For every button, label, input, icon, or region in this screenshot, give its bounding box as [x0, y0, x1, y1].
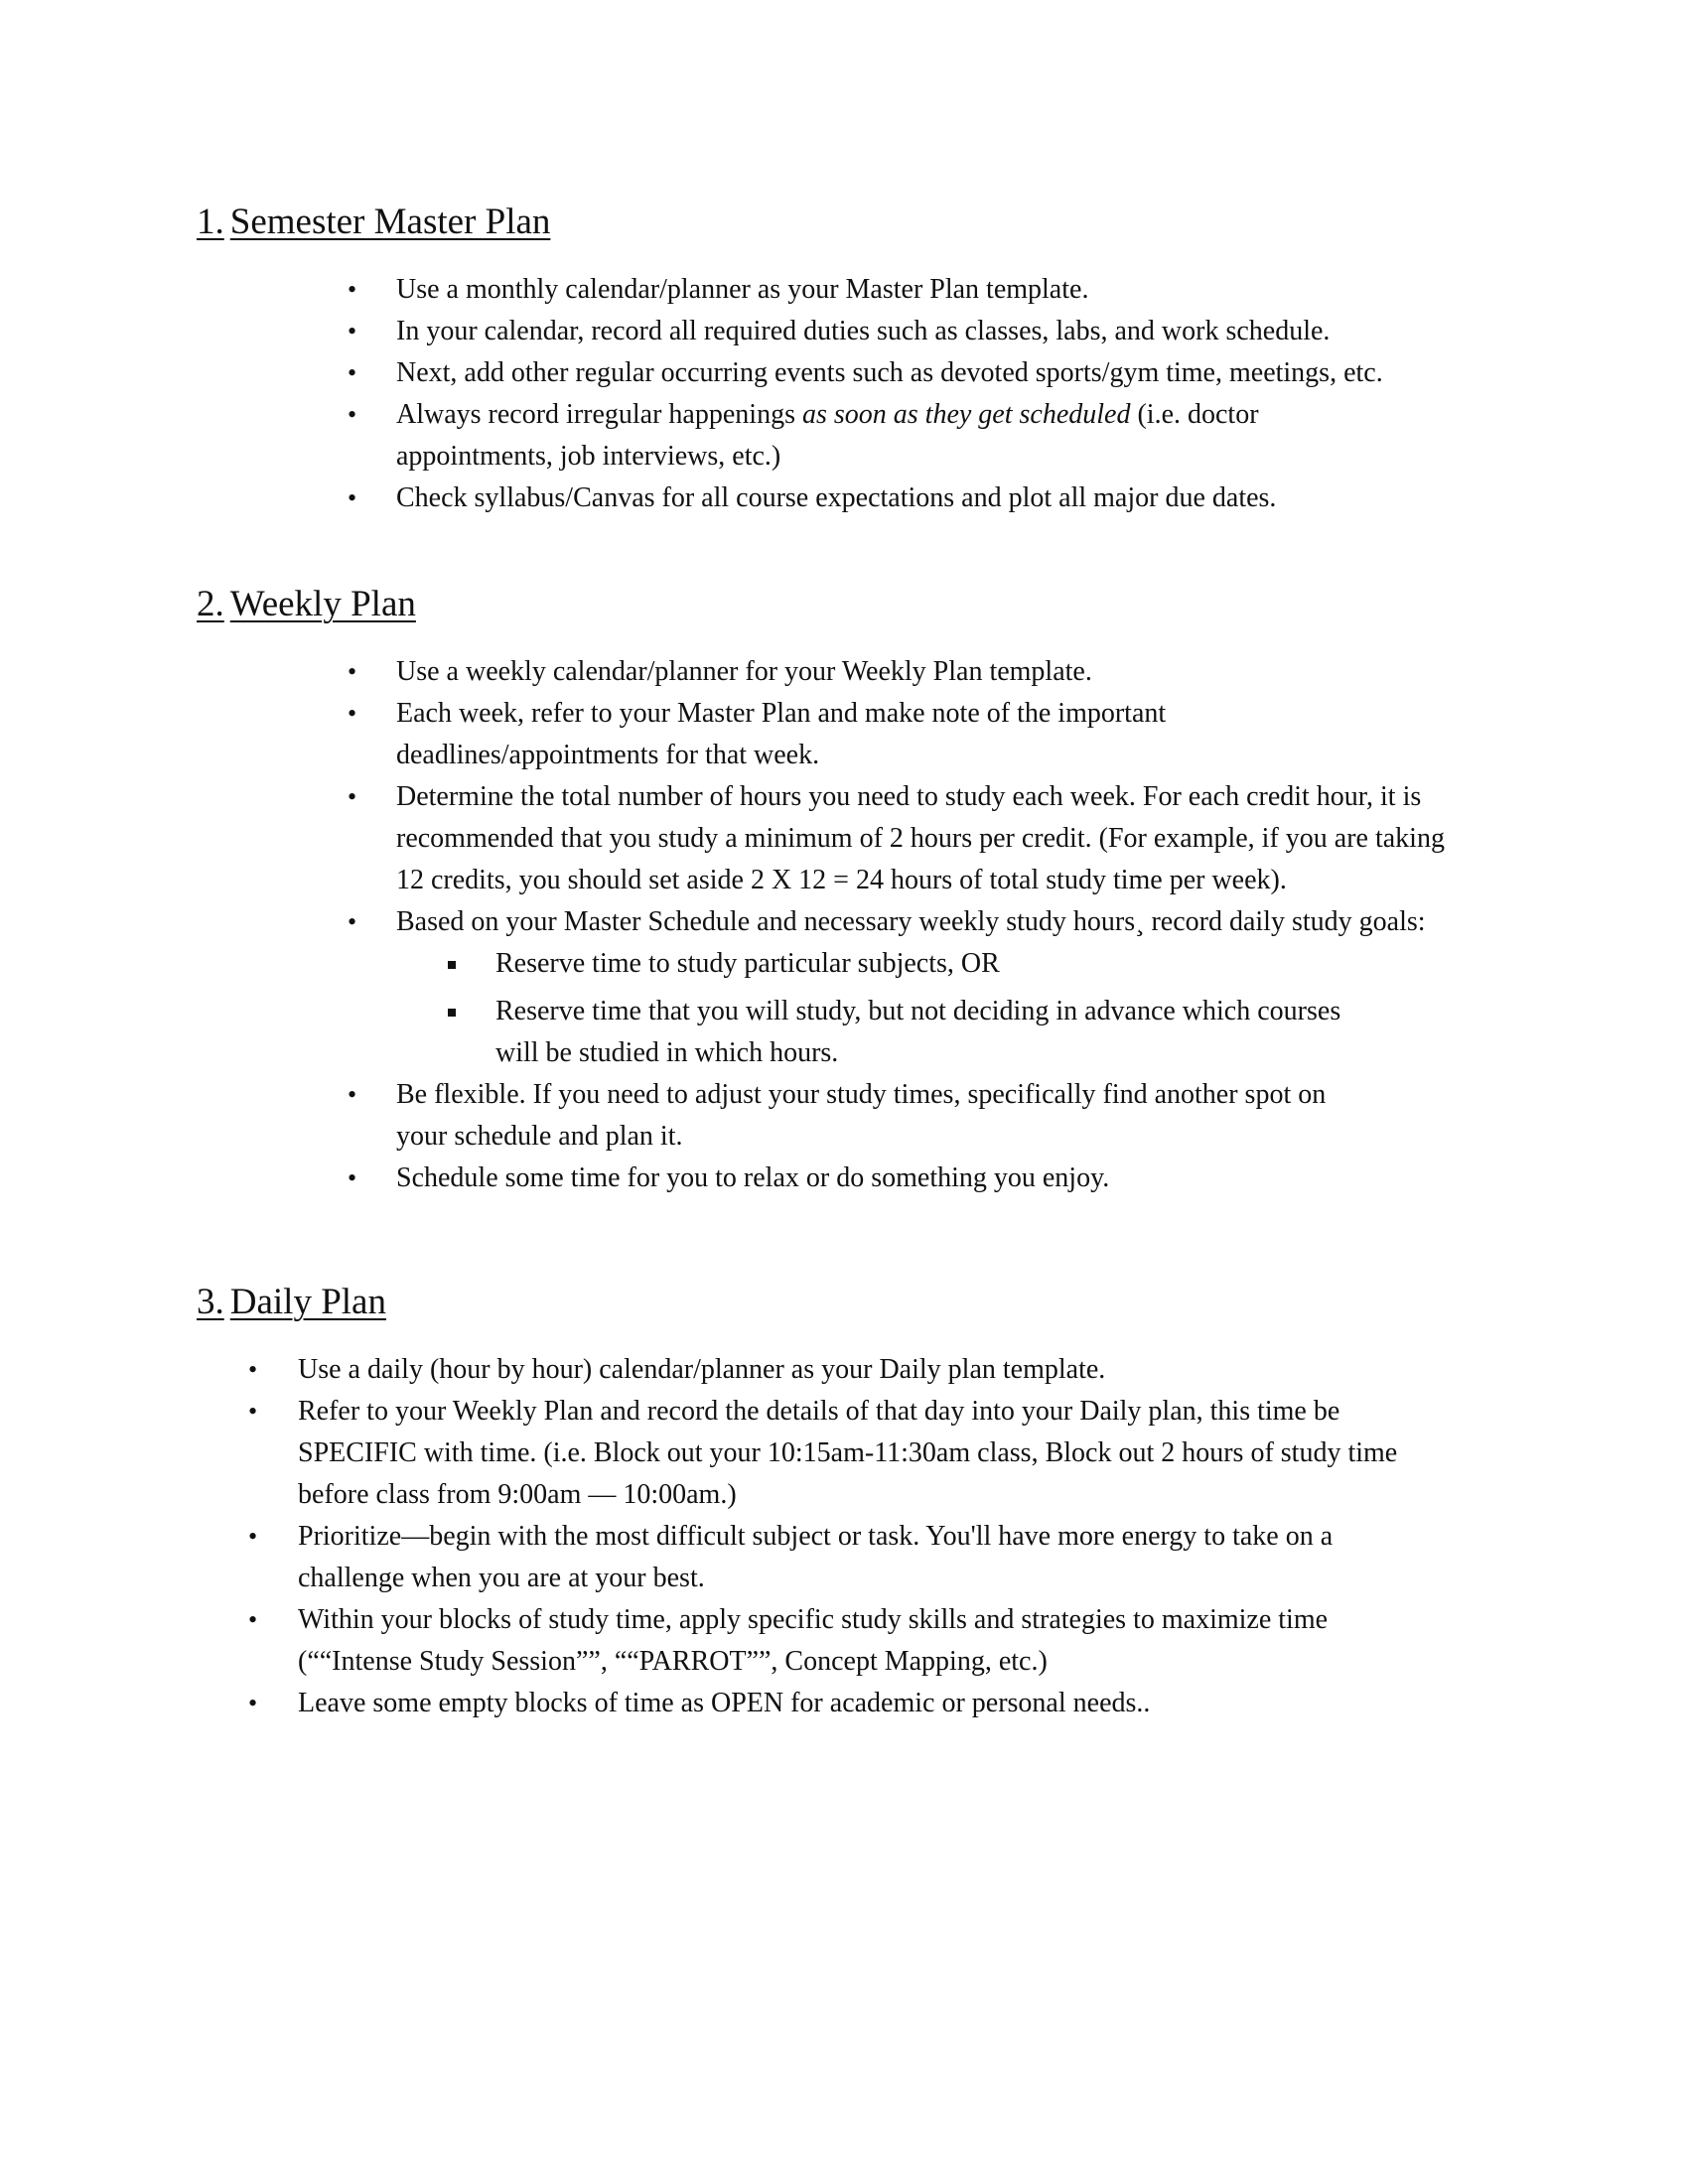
- section-number: 3.: [197, 1282, 224, 1322]
- section-number: 1.: [197, 202, 224, 242]
- list-item: • In your calendar, record all required duties such as classes, labs, and work schedule.: [396, 311, 1498, 352]
- bullet-icon: •: [348, 358, 357, 387]
- square-bullet-icon: [448, 1009, 456, 1017]
- bullet-icon: •: [348, 699, 357, 728]
- section-number: 2.: [197, 584, 224, 624]
- list-item: • Based on your Master Schedule and necessary weekly study hours¸ record daily study goals: Reserve time to study particular subjects, OR Reserve time that you will study, but not deciding in advance which courses will be studied in which hours.: [396, 901, 1498, 1074]
- list-item: • Prioritize—begin with the most difficult subject or task. You'll have more energy to take on a challenge when you are at your best.: [298, 1516, 1370, 1599]
- bullet-icon: •: [348, 1163, 357, 1192]
- list-item: • Use a monthly calendar/planner as your Master Plan template.: [396, 269, 1498, 311]
- sub-list-item: Reserve time that you will study, but not deciding in advance which courses will be studied in which hours.: [396, 991, 1389, 1074]
- section-heading: [197, 586, 416, 622]
- list-item: • Determine the total number of hours you need to study each week. For each credit hour, it is recommended that you study a minimum of 2 hours per credit. (For example, if you are taking 12 credits, you should set aside 2 X 12 = 24 hours of total study time per week).: [396, 776, 1469, 901]
- emphasis-text: as soon as they get scheduled: [801, 399, 1131, 430]
- list-item: • Use a daily (hour by hour) calendar/planner as your Daily plan template.: [298, 1349, 1430, 1391]
- bullet-icon: •: [348, 782, 357, 811]
- list-item: • Schedule some time for you to relax or do something you enjoy.: [396, 1158, 1498, 1199]
- sub-list-item: Reserve time to study particular subjects, OR: [396, 943, 1498, 985]
- bullet-icon: •: [248, 1605, 258, 1634]
- bullet-icon: •: [348, 275, 357, 304]
- bullet-icon: •: [348, 400, 357, 429]
- bullet-icon: •: [348, 483, 357, 512]
- bullet-icon: •: [348, 1080, 357, 1109]
- bullet-list: [248, 1349, 1430, 1724]
- bullet-icon: •: [348, 657, 357, 686]
- list-item: • Check syllabus/Canvas for all course expectations and plot all major due dates.: [396, 478, 1498, 519]
- list-item: • Leave some empty blocks of time as OPEN for academic or personal needs..: [298, 1683, 1430, 1724]
- list-item: • Each week, refer to your Master Plan and make note of the important deadlines/appointments for that week.: [396, 693, 1220, 776]
- sub-list: [396, 943, 1498, 1074]
- list-item: • Always record irregular happenings as soon as they get scheduled (i.e. doctor appointments, job interviews, etc.): [396, 394, 1310, 478]
- section-heading: [197, 1284, 386, 1320]
- list-item: • Refer to your Weekly Plan and record the details of that day into your Daily plan, this time be SPECIFIC with time. (i.e. Block out your 10:15am-11:30am class, Block out 2 hours of study time before class from 9:00am — 10:00am.): [298, 1391, 1400, 1516]
- list-item: • Be flexible. If you need to adjust your study times, specifically find another spot on your schedule and plan it.: [396, 1074, 1349, 1158]
- section-title: Semester Master Plan: [229, 202, 551, 242]
- bullet-list: [348, 651, 1498, 1199]
- bullet-icon: •: [248, 1355, 258, 1384]
- section-title: Daily Plan: [229, 1282, 386, 1322]
- list-item: • Next, add other regular occurring events such as devoted sports/gym time, meetings, etc.: [396, 352, 1498, 394]
- section-title: Weekly Plan: [229, 584, 416, 624]
- bullet-icon: •: [248, 1397, 258, 1426]
- bullet-icon: •: [348, 907, 357, 936]
- bullet-icon: •: [348, 317, 357, 345]
- section-heading: [197, 204, 550, 240]
- bullet-icon: •: [248, 1522, 258, 1551]
- list-item: • Use a weekly calendar/planner for your Weekly Plan template.: [396, 651, 1498, 693]
- bullet-icon: •: [248, 1689, 258, 1717]
- bullet-list: [348, 269, 1498, 519]
- list-item: • Within your blocks of study time, apply specific study skills and strategies to maximize time (““Intense Study Session””, ““PARROT””, Concept Mapping, etc.): [298, 1599, 1380, 1683]
- square-bullet-icon: [448, 961, 456, 969]
